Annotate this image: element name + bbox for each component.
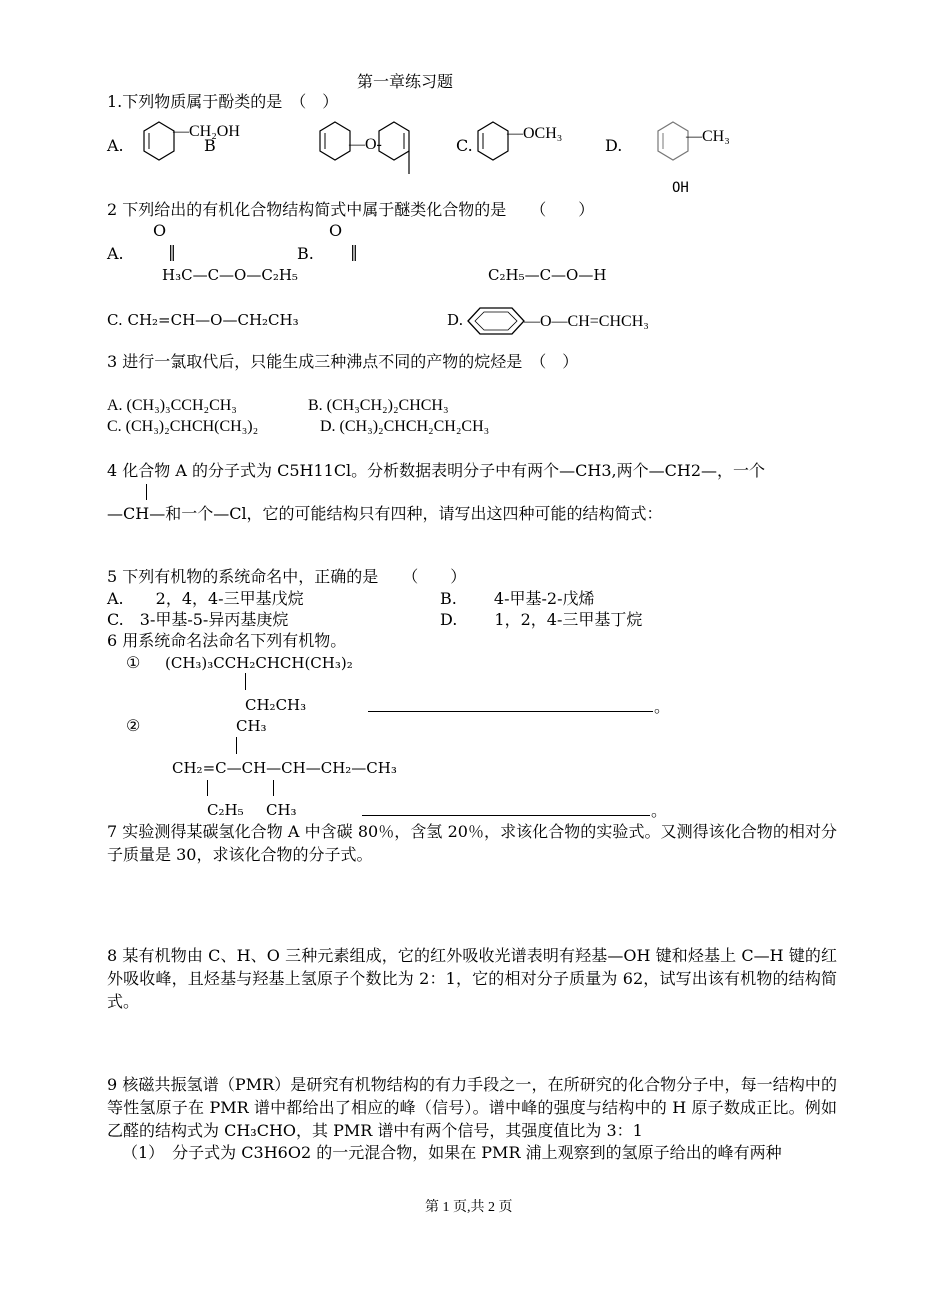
q2-option-d-label: D. <box>447 311 464 329</box>
q6-item1-end: 。 <box>654 697 671 716</box>
q6-item1-formula: (CH₃)₃CCH₂CHCH(CH₃)₂ <box>165 654 353 672</box>
page-title: 第一章练习题 <box>357 72 454 91</box>
q6-item1-number: ① <box>126 653 141 672</box>
q5-option-d: D. 1，2，4-三甲基丁烷 <box>440 610 643 629</box>
benzene-ring-icon <box>476 120 510 162</box>
q1-option-c-substituent: —OCH₃ <box>507 125 563 142</box>
q5-option-a: A. 2，4，4-三甲基戊烷 <box>107 589 304 608</box>
q2-a-double-bond: ‖ <box>168 242 176 261</box>
q2-option-a-formula: H₃C—C—O—C₂H₅ <box>162 266 298 284</box>
q3-option-d: D. (CH₃)₂CHCH₂CH₂CH₃ <box>320 418 490 435</box>
bond-line <box>146 484 147 500</box>
q2-b-double-bond: ‖ <box>350 242 358 261</box>
q1-option-b-substituent: —O- <box>349 136 382 153</box>
q1-option-b-label: B <box>204 136 216 155</box>
page-footer: 第 1 页,共 2 页 <box>425 1200 513 1215</box>
benzene-ring-icon <box>656 120 690 162</box>
q6-item2-number: ② <box>126 716 141 735</box>
q8-text: 8 某有机物由 C、H、O 三种元素组成，它的红外吸收光谱表明有羟基—OH 键和烃基上 C—H 键的红外吸收峰，且烃基与羟基上氢原子个数比为 2：1，它的相对分子质量为 62，试写出该有机物的结构简式。 <box>107 946 837 1011</box>
benzene-ring-icon <box>466 306 526 336</box>
q1-option-a-substituent: —CH₂OH <box>173 123 240 140</box>
q1-option-c-label: C. <box>456 136 473 155</box>
q4-line2: —CH—和一个—Cl，它的可能结构只有四种，请写出这四种可能的结构简式： <box>107 504 663 523</box>
q5-option-c: C. 3-甲基-5-异丙基庚烷 <box>107 610 289 629</box>
answer-blank[interactable] <box>362 815 650 816</box>
q2-a-oxygen: O <box>153 221 167 240</box>
benzene-ring-icon <box>377 120 411 178</box>
bond-line <box>273 780 274 796</box>
q1-stem: 1.下列物质属于酚类的是 （ ） <box>107 92 339 111</box>
q3-stem: 3 进行一氯取代后，只能生成三种沸点不同的产物的烷烃是 （ ） <box>107 352 579 371</box>
q2-option-c: C. CH₂=CH—O—CH₂CH₃ <box>107 311 299 329</box>
q5-stem: 5 下列有机物的系统命名中，正确的是 （ ） <box>107 567 467 586</box>
q1-option-d-hydroxyl: OH <box>672 180 689 196</box>
q6-item2-main-chain: CH₂=C—CH—CH—CH₂—CH₃ <box>172 759 397 777</box>
q6-item2-branch-ethyl: C₂H₅ <box>207 801 244 819</box>
q2-stem: 2 下列给出的有机化合物结构简式中属于醚类化合物的是 （ ） <box>107 200 595 219</box>
q4-line1: 4 化合物 A 的分子式为 C5H11Cl。分析数据表明分子中有两个—CH3,两个—CH2—，一个 <box>107 461 766 480</box>
q3-option-a: A. (CH₃)₃CCH₂CH₃ <box>107 397 237 414</box>
q3-option-b: B. (CH₃CH₂)₂CHCH₃ <box>308 397 449 414</box>
q1-option-d-label: D. <box>605 136 623 155</box>
q7-text: 7 实验测得某碳氢化合物 A 中含碳 80％，含氢 20％，求该化合物的实验式。又测得该化合物的相对分子质量是 30，求该化合物的分子式。 <box>107 822 837 864</box>
bond-line <box>207 780 208 796</box>
q1-option-a-label: A. <box>107 136 124 155</box>
q2-b-oxygen: O <box>329 221 343 240</box>
benzene-ring-icon <box>318 120 352 162</box>
q2-option-b-formula: C₂H₅—C—O—H <box>488 266 607 284</box>
q5-option-b: B. 4-甲基-2-戊烯 <box>440 589 595 608</box>
benzene-ring-icon <box>142 120 176 162</box>
q9-text: 9 核磁共振氢谱（PMR）是研究有机物结构的有力手段之一，在所研究的化合物分子中，每一结构中的等性氢原子在 PMR 谱中都给出了相应的峰（信号）。谱中峰的强度与结构中的 H 原子数成正比。例如乙醛的结构式为 CH₃CHO，其 PMR 谱中有两个信号，其强度值比为 3：1 <box>107 1075 837 1140</box>
q2-option-a-label: A. <box>107 244 124 263</box>
q2-option-b-label: B. <box>297 244 314 263</box>
q3-option-c: C. (CH₃)₂CHCH(CH₃)₂ <box>107 418 259 435</box>
answer-blank[interactable] <box>368 711 653 712</box>
q6-item1-branch: CH₂CH₃ <box>245 696 307 714</box>
bond-line <box>245 673 246 690</box>
q9-subquestion-1: （1） 分子式为 C3H6O2 的一元混合物，如果在 PMR 浦上观察到的氢原子给出的峰有两种 <box>122 1143 782 1162</box>
q6-item2-end: 。 <box>651 801 668 820</box>
q1-option-d-substituent: —CH₃ <box>686 128 730 145</box>
q2-option-d-substituent: —O—CH=CHCH₃ <box>524 313 649 330</box>
q6-stem: 6 用系统命名法命名下列有机物。 <box>107 631 347 650</box>
bond-line <box>236 737 237 754</box>
q6-item2-branch-methyl: CH₃ <box>266 801 297 819</box>
q6-item2-top-branch: CH₃ <box>236 717 267 735</box>
